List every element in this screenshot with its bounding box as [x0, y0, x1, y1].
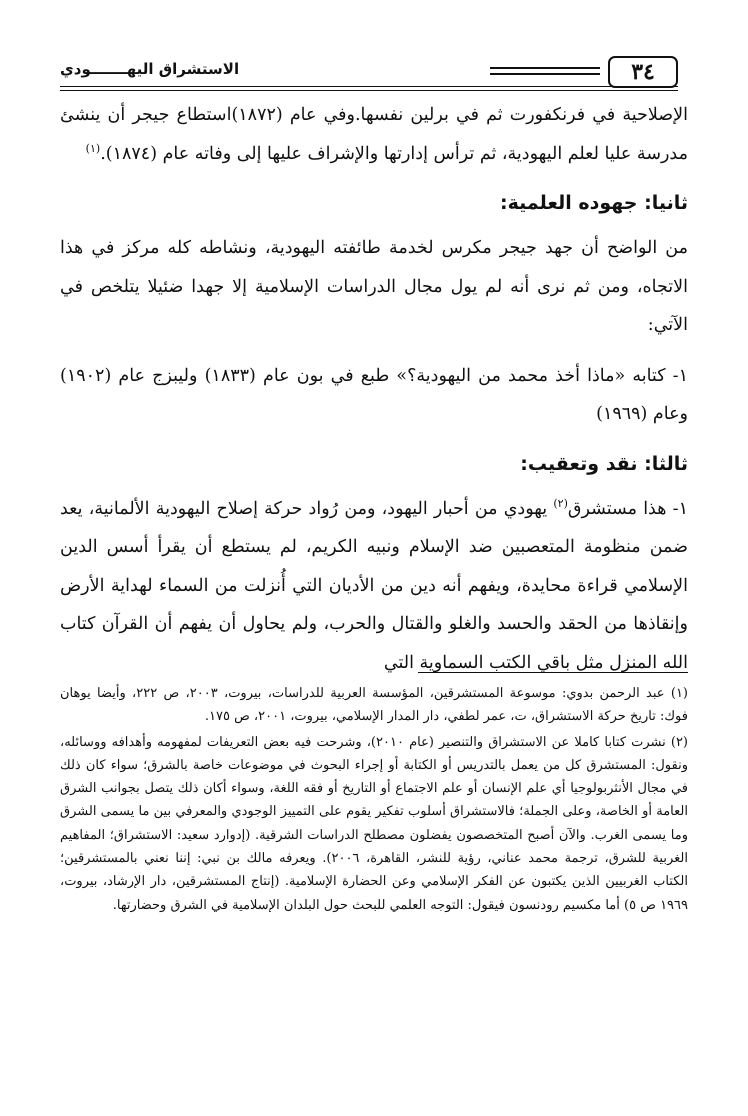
- paragraph: من الواضح أن جهد جيجر مكرس لخدمة طائفته اليهودية، ونشاطه كله مركز في هذا الاتجاه، ومن ثم نرى أنه لم يول مجال الدراسات الإسلامية إلا جهدا ضئيلا يتلخص في الآتي:: [60, 238, 688, 335]
- list-item: [60, 490, 688, 683]
- header-rule: [60, 86, 678, 87]
- footnote: (١) عبد الرحمن بدوي: موسوعة المستشرقين، المؤسسة العربية للدراسات، بيروت، ٢٠٠٣، ص ٢٢٢، وأيضا يوهان فوك: تاريخ حركة الاستشراق، ت، عمر لطفي، دار المدار الإسلامي، بيروت، ٢٠٠١، ص ١٧٥.: [60, 686, 688, 725]
- paragraph-text: يهودي من أحبار اليهود، ومن رُواد حركة إصلاح اليهودية الألمانية، يعد ضمن منظومة المتعصبين ضد الإسلام ونبيه الكريم، لم يستطع أن يقرأ أسس الدين الإسلامي قراءة محايدة، ويفهم أنه دين من الأديان التي أُنزلت من السماء لهداية الأرض وإنقاذها من الحقد والحسد والغلو والقتال والحرب، ولم يحاول أن يفهم أن القرآن كتاب الله المنزل مثل باقي الكتب السماوية التي: [60, 498, 688, 673]
- footnote: (٢) نشرت كتابا كاملا عن الاستشراق والتنصير (عام ٢٠١٠)، وشرحت فيه بعض التعريفات لمفهومه وأهدافه ووسائله، ونقول: المستشرق كل من يعمل بالتدريس أو الكتابة أو إجراء البحوث في موضوعات خاصة بالشرق؛ سواء كان ذلك في مجال الأنثربولوجيا أي علم الإنسان أو علم الاجتماع أو التاريخ أو فقه اللغة، وسواء أكان ذلك يتصل بجوانب الشرق العامة أو الخاصة، وعلى الجملة؛ فالاستشراق أسلوب تفكير يقوم على التمييز الوجودي والمعرفي بين ما يسمى الشرق وما يسمى الغرب. والآن أصبح المتخصصون يفضلون مصطلح الدراسات الشرقية. (إدوارد سعيد: الاستشراق؛ المفاهيم الغربية للشرق، ترجمة محمد عناني، رؤية للنشر، القاهرة، ٢٠٠٦). ويعرفه مالك بن نبي: إننا نعني بالمستشرقين؛ الكتاب الغربيين الذين يكتبون عن الفكر الإسلامي وعن الحضارة الإسلامية. (إنتاج المستشرقين، دار الإرشاد، بيروت، ١٩٦٩ ص ٥) أما مكسيم رودنسون فيقول: التوجه العلمي للبحث حول البلدان الإسلامية في الشرق وحضارتها.: [60, 734, 688, 913]
- page-number-box: [608, 56, 678, 88]
- main-text: [60, 96, 688, 682]
- header-ornament-rule: [490, 73, 600, 75]
- header-rule: [60, 90, 678, 91]
- footnotes: [60, 682, 688, 917]
- paragraph: [60, 96, 688, 173]
- section-heading: ثالثا: نقد وتعقيب:: [520, 452, 688, 475]
- section-heading: ثانيا: جهوده العلمية:: [500, 192, 688, 214]
- footnote-ref: (١): [85, 141, 101, 155]
- paragraph-text: الإصلاحية في فرنكفورت ثم في برلين نفسها.وفي عام (١٨٧٢)استطاع جيجر أن ينشئ مدرسة عليا لعلم اليهودية، ثم ترأس إدارتها والإشراف عليها إلى وفاته عام (١٨٧٤).: [60, 105, 688, 164]
- page-header: [60, 56, 678, 92]
- running-title: الاستشراق اليهـــــــودي: [60, 60, 240, 78]
- paragraph-text: ١- هذا مستشرق: [567, 498, 688, 519]
- footnote-ref: (٢): [553, 496, 568, 510]
- footnote-separator: [418, 672, 688, 673]
- list-item: ١- كتابه «ماذا أخذ محمد من اليهودية؟» طبع في بون عام (١٨٣٣) وليبزج عام (١٩٠٢) وعام (١٩٦٩): [60, 365, 688, 424]
- header-ornament-rule: [490, 67, 600, 69]
- page-number: ٣٤: [631, 59, 655, 85]
